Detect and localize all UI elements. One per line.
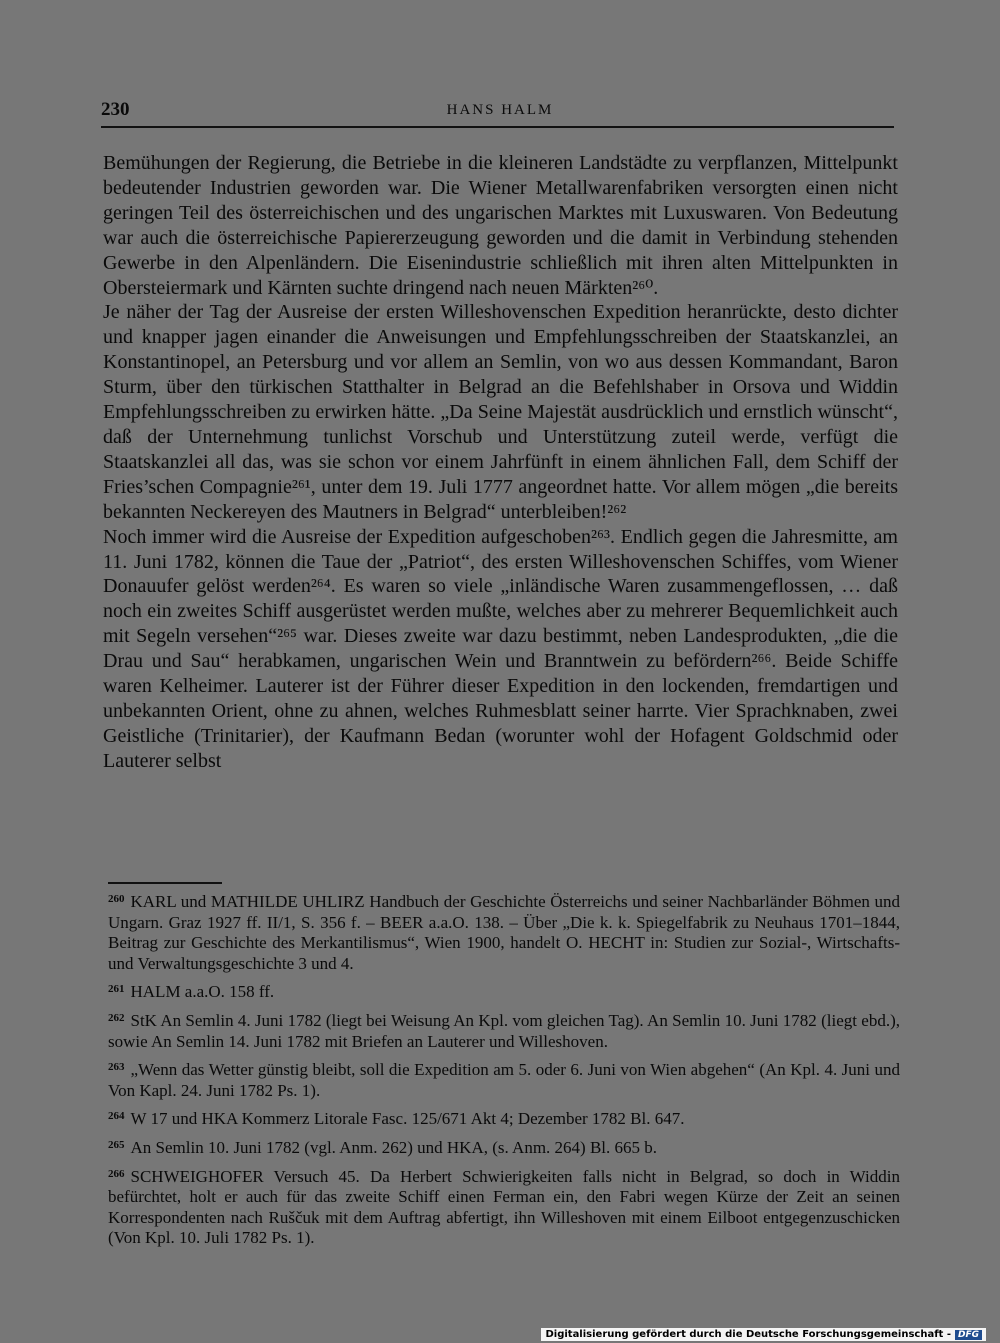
footnote	[108, 979, 900, 1003]
footnote	[108, 1135, 900, 1159]
header-rule	[101, 126, 894, 128]
dfg-logo: DFG	[955, 1330, 982, 1340]
footnotes	[108, 889, 900, 1254]
footnote-number: 264	[108, 1110, 125, 1123]
running-head: HANS HALM	[446, 102, 554, 118]
paragraph: Bemühungen der Regierung, die Betriebe in die kleineren Landstädte zu verpflanzen, Mittelpunkt bedeutender Industrien geworden war. Die Wiener Metallwarenfabriken versorgten einen nicht geringen Teil des österreichischen und des ungarischen Marktes mit Luxuswaren. Von Bedeutung war auch die österreichische Papiererzeugung geworden und die damit in Verbindung stehenden Gewerbe in den Alpenländern. Die Eisenindustrie schließlich mit ihren alten Mittelpunkten in Obersteiermark und Kärnten suchte dringend nach neuen Märkten²⁶⁰.	[103, 152, 898, 299]
footnote-text: „Wenn das Wetter günstig bleibt, soll die Expedition am 5. oder 6. Juni von Wien abgehen“ (An Kpl. 4. Juni und Von Kapl. 24. Juni 1782 Ps. 1).	[108, 1060, 900, 1100]
page-number: 230	[101, 99, 130, 120]
footnote-number: 263	[108, 1061, 125, 1074]
footnote-number: 262	[108, 1011, 125, 1024]
footnote-text: W 17 und HKA Kommerz Litorale Fasc. 125/671 Akt 4; Dezember 1782 Bl. 647.	[130, 1109, 685, 1129]
footnote-number: 261	[108, 983, 125, 996]
footnote	[108, 1164, 900, 1249]
footnote	[108, 1106, 900, 1130]
paragraph: Je näher der Tag der Ausreise der ersten Willeshovenschen Expedition heranrückte, desto dichter und knapper jagen einander die Anweisungen und Empfehlungsschreiben der Staatskanzlei, an Konstantinopel, an Petersburg und vor allem an Semlin, von wo aus dessen Kommandant, Baron Sturm, über den türkischen Statthalter in Belgrad an die Befehlshaber in Orsova und Widdin Empfehlungsschreiben zu erwirken hätte. „Da Seine Majestät ausdrücklich und ernstlich wünscht“, daß der Unternehmung tunlichst Vorschub und Unterstützung zuteil werde, verfügt die Staatskanzlei all das, was sie schon vor einem Jahrfünft in einem ähnlichen Fall, dem Schiff der Fries’schen Compagnie²⁶¹, unter dem 19. Juli 1777 angeordnet hatte. Vor allem mögen „die bereits bekannten Neckereyen des Mautners in Belgrad“ unterbleiben!²⁶²	[103, 301, 898, 523]
funding-banner	[541, 1328, 986, 1341]
footnote	[108, 1057, 900, 1101]
footnote-text: KARL und MATHILDE UHLIRZ Handbuch der Geschichte Österreichs und seiner Nachbarländer Böhmen und Ungarn. Graz 1927 ff. II/1, S. 356 f. – BEER a.a.O. 138. – Über „Die k. k. Spiegelfabrik zu Neuhaus 1701–1844, Beitrag zur Geschichte des Merkantilismus“, Wien 1900, handelt O. HECHT in: Studien zur Sozial-, Wirtschafts- und Verwaltungsgeschichte 3 und 4.	[108, 892, 900, 973]
footnote-number: 266	[108, 1167, 125, 1180]
footnote-text: HALM a.a.O. 158 ff.	[130, 982, 275, 1002]
footnote	[108, 1008, 900, 1052]
footnote	[108, 889, 900, 974]
footnote-text: StK An Semlin 4. Juni 1782 (liegt bei Weisung An Kpl. vom gleichen Tag). An Semlin 10. Juni 1782 (liegt ebd.), sowie An Semlin 14. Juni 1782 mit Briefen an Lauterer und Willeshoven.	[108, 1010, 900, 1051]
footnote-rule	[108, 882, 222, 884]
footnote-number: 260	[108, 893, 125, 905]
paragraph: Noch immer wird die Ausreise der Expedition aufgeschoben²⁶³. Endlich gegen die Jahresmitte, am 11. Juni 1782, können die Taue der „Patriot“, des ersten Willeshovenschen Schiffes, vom Wiener Donauufer gelöst werden²⁶⁴. Es waren so viele „inländische Waren zusammengeflossen, … daß noch ein zweites Schiff ausgerüstet werden mußte, welches aber zu mehrerer Bequemlichkeit auch mit Segeln versehen“²⁶⁵ war. Dieses zweite war dazu bestimmt, neben Landesprodukten, „die die Drau und Sau“ herabkamen, ungarischen Wein und Branntwein zu befördern²⁶⁶. Beide Schiffe waren Kelheimer. Lauterer ist der Führer dieser Expedition in den lockenden, fremdartigen und unbekannten Orient, ohne zu ahnen, welches Ruhmesblatt seiner harrte. Vier Sprachknaben, zwei Geistliche (Trinitarier), der Kaufmann Bedan (worunter wohl der Hofagent Goldschmid oder Lauterer selbst	[103, 525, 898, 772]
footnote-number: 265	[108, 1138, 125, 1151]
body-text	[103, 151, 898, 774]
funding-text: Digitalisierung gefördert durch die Deutsche Forschungsgemeinschaft -	[545, 1329, 951, 1340]
footnote-text: An Semlin 10. Juni 1782 (vgl. Anm. 262) und HKA, (s. Anm. 264) Bl. 665 b.	[130, 1137, 658, 1157]
footnote-text: SCHWEIGHOFER Versuch 45. Da Herbert Schwierigkeiten falls nicht in Belgrad, so doch in Widdin befürchtet, holt er auch für das zweite Schiff einen Ferman ein, den Fabri wegen Kürze der Zeit an seinen Korrespondenten nach Ruščuk mit dem Auftrag abfertigt, ihn Willeshoven mit einem Eilboot entgegenzuschicken (Von Kpl. 10. Juli 1782 Ps. 1).	[108, 1166, 900, 1248]
